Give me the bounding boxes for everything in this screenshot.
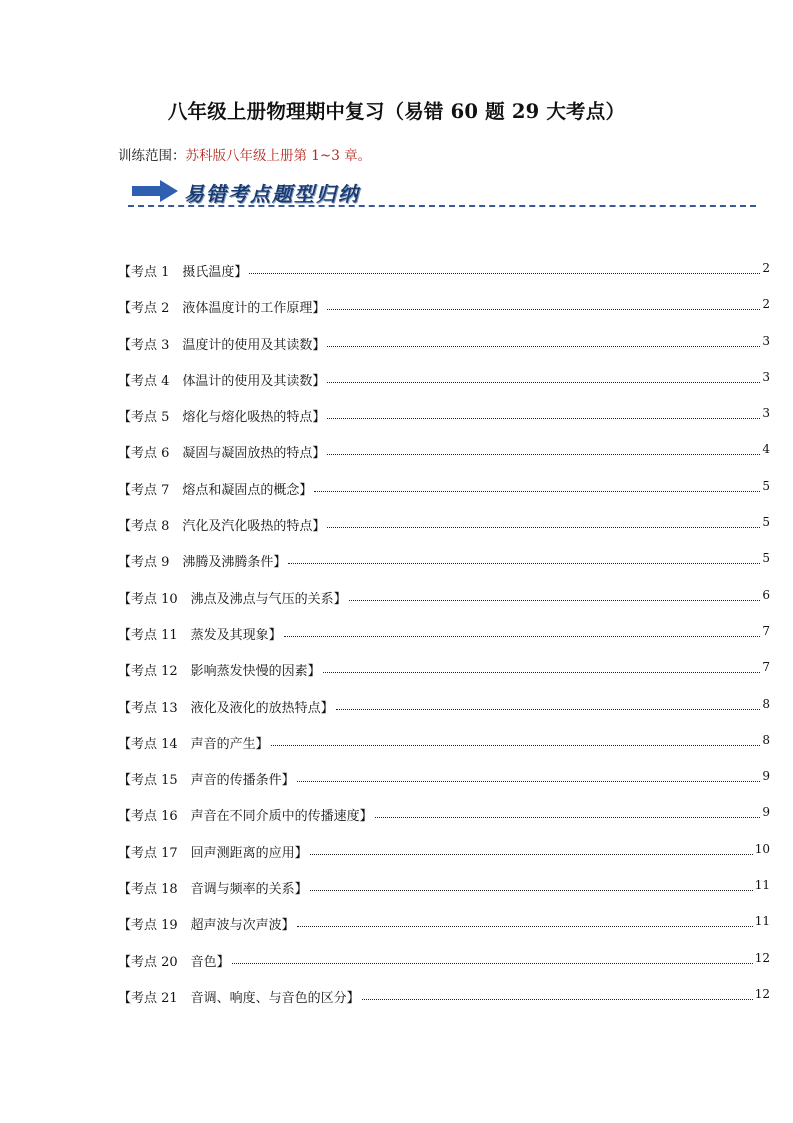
toc-entry-page: 7	[762, 660, 770, 675]
toc-entry-page: 5	[762, 478, 770, 493]
toc-entry-page: 9	[762, 805, 770, 820]
toc-entry-label: 【考点 1 摄氏温度】	[118, 265, 248, 280]
toc-entry-label: 【考点 18 音调与频率的关系】	[118, 882, 308, 898]
toc-leader-dots	[310, 848, 753, 855]
toc-leader-dots	[327, 376, 760, 383]
toc-entry-page: 2	[762, 261, 770, 275]
toc-entry-label: 【考点 12 影响蒸发快慢的因素】	[118, 664, 321, 680]
toc-entry-page: 2	[762, 297, 770, 312]
toc-leader-dots	[314, 485, 760, 492]
banner-heading: 易错考点题型归纳	[184, 182, 360, 206]
toc-leader-dots	[323, 666, 761, 673]
toc-entry-page: 8	[762, 696, 770, 711]
toc-entry[interactable]	[118, 835, 770, 871]
toc-entry-page: 3	[762, 333, 770, 348]
toc-entry-page: 11	[754, 878, 770, 893]
toc-entry-label: 【考点 8 汽化及汽化吸热的特点】	[118, 519, 326, 535]
toc-entry[interactable]	[118, 363, 770, 399]
toc-entry[interactable]	[118, 435, 770, 471]
toc-entry[interactable]	[118, 399, 770, 435]
toc-leader-dots	[327, 412, 760, 419]
toc-leader-dots	[327, 521, 760, 528]
toc-entry[interactable]	[118, 508, 770, 544]
toc-leader-dots	[284, 630, 761, 637]
toc-entry-page: 4	[762, 442, 770, 457]
toc-leader-dots	[288, 557, 760, 564]
range-value: 苏科版八年级上册第 1~3 章	[185, 148, 358, 164]
table-of-contents	[118, 254, 770, 1016]
toc-entry-page: 6	[762, 587, 770, 602]
toc-entry[interactable]	[118, 617, 770, 653]
toc-entry-label: 【考点 16 声音在不同介质中的传播速度】	[118, 809, 373, 825]
range-tail: 。	[357, 148, 372, 164]
toc-entry[interactable]	[118, 980, 770, 1016]
toc-entry-label: 【考点 3 温度计的使用及其读数】	[118, 337, 326, 353]
toc-entry-page: 12	[754, 986, 770, 1001]
toc-leader-dots	[327, 303, 760, 310]
toc-leader-dots	[297, 775, 761, 782]
toc-entry[interactable]	[118, 907, 770, 943]
toc-leader-dots	[249, 267, 760, 274]
toc-entry-label: 【考点 17 回声测距离的应用】	[118, 845, 308, 861]
toc-leader-dots	[362, 993, 753, 1000]
toc-entry[interactable]	[118, 327, 770, 363]
toc-leader-dots	[336, 703, 761, 710]
toc-entry-label: 【考点 15 声音的传播条件】	[118, 773, 295, 789]
toc-leader-dots	[327, 340, 760, 347]
toc-entry[interactable]	[118, 581, 770, 617]
toc-leader-dots	[327, 448, 760, 455]
toc-entry[interactable]	[118, 653, 770, 689]
toc-entry-label: 【考点 20 音色】	[118, 954, 230, 970]
banner-divider	[128, 205, 756, 207]
toc-entry[interactable]	[118, 290, 770, 326]
toc-entry-page: 5	[762, 551, 770, 566]
toc-entry-page: 3	[762, 406, 770, 421]
toc-entry-label: 【考点 10 沸点及沸点与气压的关系】	[118, 591, 347, 607]
range-label: 训练范围：	[118, 148, 186, 164]
toc-entry-page: 11	[754, 914, 770, 929]
toc-leader-dots	[271, 739, 761, 746]
toc-entry-label: 【考点 7 熔点和凝固点的概念】	[118, 482, 313, 498]
toc-entry[interactable]	[118, 871, 770, 907]
toc-entry[interactable]	[118, 944, 770, 980]
toc-entry-page: 10	[754, 841, 770, 856]
toc-entry-page: 12	[754, 950, 770, 965]
toc-entry-page: 5	[762, 515, 770, 530]
toc-entry-label: 【考点 19 超声波与次声波】	[118, 918, 295, 934]
toc-leader-dots	[297, 920, 753, 927]
document-title: 八年级上册物理期中复习（易错 60 题 29 大考点）	[167, 100, 626, 123]
toc-entry[interactable]	[118, 798, 770, 834]
toc-entry-label: 【考点 5 熔化与熔化吸热的特点】	[118, 410, 326, 426]
toc-entry[interactable]	[118, 544, 770, 580]
toc-entry-page: 3	[762, 369, 770, 384]
toc-entry[interactable]	[118, 254, 770, 290]
training-range	[118, 144, 371, 164]
toc-entry-page: 7	[762, 623, 770, 638]
toc-entry-label: 【考点 4 体温计的使用及其读数】	[118, 373, 326, 389]
toc-leader-dots	[232, 957, 753, 964]
toc-entry-label: 【考点 13 液化及液化的放热特点】	[118, 700, 334, 716]
toc-entry[interactable]	[118, 472, 770, 508]
toc-entry-page: 9	[762, 769, 770, 784]
toc-entry-label: 【考点 2 液体温度计的工作原理】	[118, 301, 326, 317]
toc-entry-label: 【考点 14 声音的产生】	[118, 736, 269, 752]
toc-leader-dots	[310, 884, 753, 891]
right-arrow-icon	[132, 180, 178, 202]
toc-leader-dots	[349, 594, 761, 601]
toc-entry[interactable]	[118, 690, 770, 726]
toc-leader-dots	[375, 811, 761, 818]
toc-entry[interactable]	[118, 762, 770, 798]
toc-entry[interactable]	[118, 726, 770, 762]
toc-entry-label: 【考点 9 沸腾及沸腾条件】	[118, 555, 287, 571]
section-banner	[128, 176, 756, 210]
toc-entry-page: 8	[762, 732, 770, 747]
toc-entry-label: 【考点 11 蒸发及其现象】	[118, 627, 282, 643]
toc-entry-label: 【考点 6 凝固与凝固放热的特点】	[118, 446, 326, 462]
toc-entry-label: 【考点 21 音调、响度、与音色的区分】	[118, 990, 360, 1006]
